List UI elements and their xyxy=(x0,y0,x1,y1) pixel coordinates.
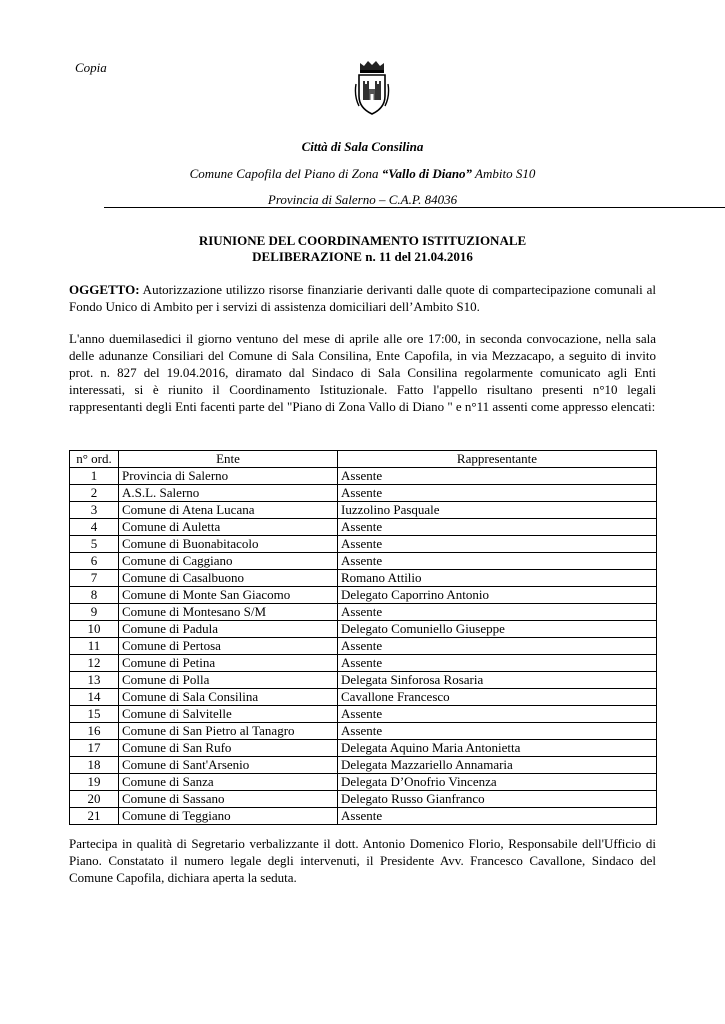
column-header-number: n° ord. xyxy=(70,451,119,468)
row-representative: Delegata Aquino Maria Antonietta xyxy=(338,740,657,757)
table-row xyxy=(70,723,657,740)
row-ente: Comune di Sassano xyxy=(119,791,338,808)
row-representative: Assente xyxy=(338,485,657,502)
row-representative: Delegato Comuniello Giuseppe xyxy=(338,621,657,638)
row-representative: Assente xyxy=(338,468,657,485)
column-header-representative: Rappresentante xyxy=(338,451,657,468)
table-row xyxy=(70,774,657,791)
table-row xyxy=(70,519,657,536)
header-divider xyxy=(104,207,725,208)
row-number: 2 xyxy=(70,485,119,502)
copy-label: Copia xyxy=(75,60,107,75)
table-row xyxy=(70,468,657,485)
row-number: 3 xyxy=(70,502,119,519)
row-number: 15 xyxy=(70,706,119,723)
row-number: 1 xyxy=(70,468,119,485)
row-representative: Assente xyxy=(338,808,657,825)
table-row xyxy=(70,553,657,570)
table-row xyxy=(70,808,657,825)
intro-paragraph: L'anno duemilasedici il giorno ventuno del mese di aprile alle ore 17:00, in seconda convocazione, nella sala delle adunanze Consiliari del Comune di Sala Consilina, Ente Capofila, in via Mezzacapo, a seguito di invito prot. n. 827 del 19.04.2016, diramato dal Sindaco di Sala Consilina regolarmente comunicato agli Enti interessati, si è riunito il Coordinamento Istituzionale. Fatto l'appello risultano presenti n°10 legali rappresentanti degli Enti facenti parte del "Piano di Zona Vallo di Diano " e n°11 assenti come appresso elencati: xyxy=(69,331,656,414)
row-number: 20 xyxy=(70,791,119,808)
table-row xyxy=(70,689,657,706)
row-number: 9 xyxy=(70,604,119,621)
comune-line-suffix: Ambito S10 xyxy=(472,166,536,181)
row-representative: Delegato Russo Gianfranco xyxy=(338,791,657,808)
city-name: Città di Sala Consilina xyxy=(301,139,424,154)
row-ente: A.S.L. Salerno xyxy=(119,485,338,502)
row-ente: Comune di Salvitelle xyxy=(119,706,338,723)
row-representative: Delegata D’Onofrio Vincenza xyxy=(338,774,657,791)
comune-line-zone: “Vallo di Diano” xyxy=(381,166,473,181)
table-row xyxy=(70,485,657,502)
row-number: 17 xyxy=(70,740,119,757)
column-header-ente: Ente xyxy=(119,451,338,468)
row-number: 8 xyxy=(70,587,119,604)
row-representative: Delegato Caporrino Antonio xyxy=(338,587,657,604)
table-row xyxy=(70,740,657,757)
row-ente: Comune di San Pietro al Tanagro xyxy=(119,723,338,740)
row-number: 18 xyxy=(70,757,119,774)
row-ente: Comune di Montesano S/M xyxy=(119,604,338,621)
row-number: 4 xyxy=(70,519,119,536)
table-row xyxy=(70,536,657,553)
table-row xyxy=(70,638,657,655)
row-representative: Assente xyxy=(338,553,657,570)
comune-line-prefix: Comune Capofila del Piano di Zona xyxy=(189,166,382,181)
row-ente: Comune di Auletta xyxy=(119,519,338,536)
row-ente: Comune di Petina xyxy=(119,655,338,672)
row-ente: Comune di Sanza xyxy=(119,774,338,791)
row-representative: Assente xyxy=(338,604,657,621)
row-ente: Provincia di Salerno xyxy=(119,468,338,485)
subject-paragraph xyxy=(69,281,656,315)
comune-line xyxy=(0,166,725,182)
row-ente: Comune di Polla xyxy=(119,672,338,689)
closing-paragraph: Partecipa in qualità di Segretario verbalizzante il dott. Antonio Domenico Florio, Responsabile dell'Ufficio di Piano. Constatato il numero legale degli intervenuti, il Presidente Avv. Francesco Cavallone, Sindaco del Comune Capofila, dichiara aperta la seduta. xyxy=(69,836,656,885)
row-number: 11 xyxy=(70,638,119,655)
row-representative: Assente xyxy=(338,536,657,553)
row-number: 12 xyxy=(70,655,119,672)
deliberation-title: DELIBERAZIONE n. 11 del 21.04.2016 xyxy=(252,249,473,264)
row-number: 7 xyxy=(70,570,119,587)
table-row xyxy=(70,570,657,587)
row-ente: Comune di Atena Lucana xyxy=(119,502,338,519)
table-row xyxy=(70,502,657,519)
table-header-row xyxy=(70,451,657,468)
row-representative: Assente xyxy=(338,519,657,536)
row-ente: Comune di Caggiano xyxy=(119,553,338,570)
table-row xyxy=(70,587,657,604)
row-ente: Comune di Sala Consilina xyxy=(119,689,338,706)
row-number: 13 xyxy=(70,672,119,689)
table-row xyxy=(70,757,657,774)
row-number: 6 xyxy=(70,553,119,570)
row-ente: Comune di Casalbuono xyxy=(119,570,338,587)
row-representative: Assente xyxy=(338,706,657,723)
row-ente: Comune di San Rufo xyxy=(119,740,338,757)
row-representative: Delegata Mazzariello Annamaria xyxy=(338,757,657,774)
row-number: 19 xyxy=(70,774,119,791)
row-representative: Assente xyxy=(338,723,657,740)
row-number: 14 xyxy=(70,689,119,706)
row-number: 5 xyxy=(70,536,119,553)
table-row xyxy=(70,791,657,808)
table-row xyxy=(70,706,657,723)
table-row xyxy=(70,604,657,621)
table-row xyxy=(70,655,657,672)
row-representative: Delegata Sinforosa Rosaria xyxy=(338,672,657,689)
row-representative: Iuzzolino Pasquale xyxy=(338,502,657,519)
row-ente: Comune di Sant'Arsenio xyxy=(119,757,338,774)
municipal-crest-logo xyxy=(354,60,390,116)
meeting-title: RIUNIONE DEL COORDINAMENTO ISTITUZIONALE xyxy=(198,233,527,248)
row-ente: Comune di Pertosa xyxy=(119,638,338,655)
row-representative: Cavallone Francesco xyxy=(338,689,657,706)
row-ente: Comune di Monte San Giacomo xyxy=(119,587,338,604)
table-row xyxy=(70,672,657,689)
row-number: 21 xyxy=(70,808,119,825)
row-ente: Comune di Buonabitacolo xyxy=(119,536,338,553)
row-number: 16 xyxy=(70,723,119,740)
row-representative: Assente xyxy=(338,655,657,672)
row-representative: Assente xyxy=(338,638,657,655)
row-number: 10 xyxy=(70,621,119,638)
subject-label: OGGETTO: xyxy=(69,282,140,297)
row-ente: Comune di Padula xyxy=(119,621,338,638)
row-representative: Romano Attilio xyxy=(338,570,657,587)
province-line: Provincia di Salerno – C.A.P. 84036 xyxy=(267,192,458,207)
row-ente: Comune di Teggiano xyxy=(119,808,338,825)
entities-table xyxy=(69,450,657,825)
subject-text: Autorizzazione utilizzo risorse finanziarie derivanti dalle quote di compartecipazione comunali al Fondo Unico di Ambito per i servizi di assistenza domiciliari dell’Ambito S10. xyxy=(69,282,656,314)
table-row xyxy=(70,621,657,638)
